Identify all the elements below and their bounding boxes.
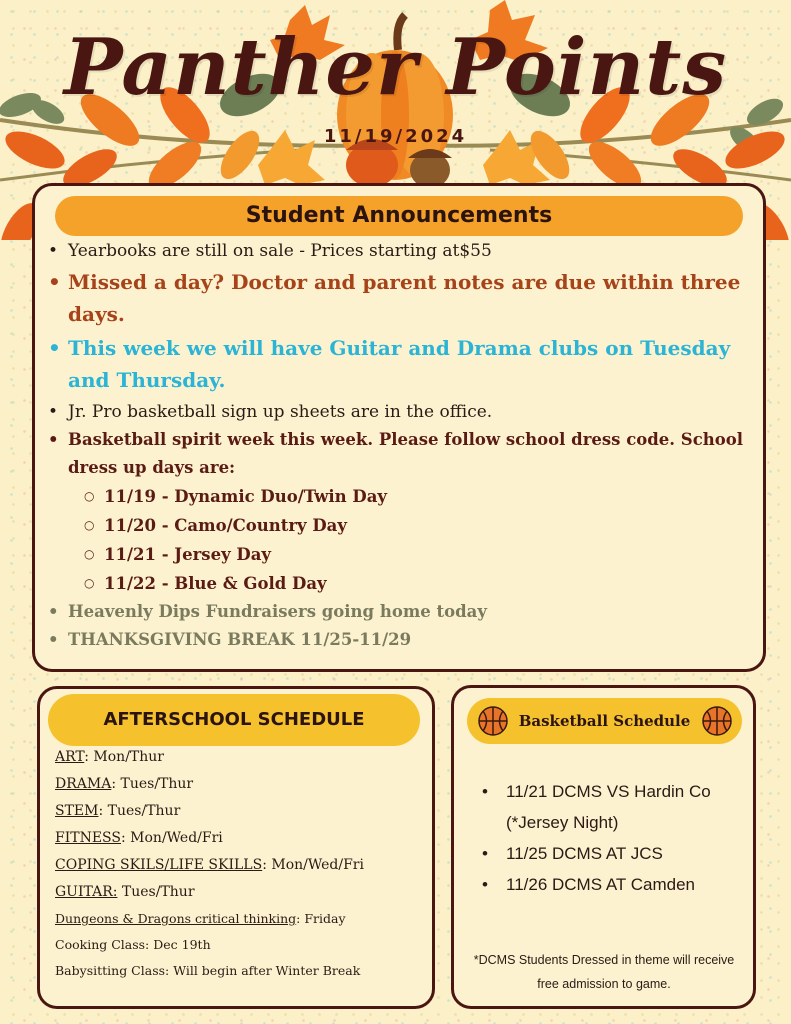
activity-name: ART	[55, 749, 85, 765]
afterschool-extra: Cooking Class: Dec 19th	[55, 937, 211, 952]
basketball-note: *DCMS Students Dressed in theme will receive free admission to game.	[473, 953, 735, 991]
activity-days: : Mon/Wed/Fri	[262, 857, 364, 873]
announcement-jr-pro: • Jr. Pro basketball sign up sheets are in the office.	[48, 398, 748, 426]
activity-days: : Tues/Thur	[111, 776, 194, 792]
dress-day-item: ○ 11/22 - Blue & Gold Day	[84, 569, 748, 598]
game-item: • 11/21 DCMS VS Hardin Co	[480, 776, 730, 807]
afterschool-item	[55, 798, 425, 825]
game-item: • 11/25 DCMS AT JCS	[480, 838, 730, 869]
announcement-clubs: • This week we will have Guitar and Drama clubs on Tuesday and Thursday.	[48, 332, 748, 396]
afterschool-item	[55, 744, 425, 771]
basketball-games-list	[480, 776, 730, 900]
afterschool-item	[55, 906, 425, 932]
dress-day-item: ○ 11/21 - Jersey Day	[84, 540, 748, 569]
game-item: • 11/26 DCMS AT Camden	[480, 869, 730, 900]
announcement-fundraiser: • Heavenly Dips Fundraisers going home today	[48, 598, 748, 626]
afterschool-heading: AFTERSCHOOL SCHEDULE	[48, 694, 420, 746]
activity-name: COPING SKILS/LIFE SKILLS	[55, 857, 263, 873]
activity-name: Dungeons & Dragons critical thinking	[55, 911, 297, 926]
basketball-icon	[702, 706, 732, 736]
newsletter-date: 11/19/2024	[323, 126, 468, 147]
page-title: Panther Points	[63, 22, 728, 113]
afterschool-item	[55, 852, 425, 879]
activity-name: GUITAR:	[55, 884, 118, 900]
announcement-yearbook: • Yearbooks are still on sale - Prices starting at$55	[48, 238, 748, 264]
activity-name: FITNESS	[55, 830, 121, 846]
activity-name: DRAMA	[55, 776, 112, 792]
activity-days: Tues/Thur	[117, 884, 195, 900]
dress-day-item: ○ 11/20 - Camo/Country Day	[84, 511, 748, 540]
basketball-icon	[478, 706, 508, 736]
dress-day-item: ○ 11/19 - Dynamic Duo/Twin Day	[84, 482, 748, 511]
dress-days-list	[84, 482, 748, 598]
activity-days: : Friday	[296, 911, 346, 926]
activity-days: : Mon/Thur	[84, 749, 164, 765]
activity-days: : Mon/Wed/Fri	[121, 830, 223, 846]
game-item-note: (*Jersey Night)	[506, 813, 619, 832]
afterschool-item	[55, 771, 425, 798]
spirit-week-text: Basketball spirit week this week. Please follow school dress code. School dress up days are:	[68, 430, 744, 477]
afterschool-list	[55, 744, 425, 984]
announcements-list	[48, 238, 748, 654]
basketball-heading: Basketball Schedule	[467, 698, 742, 744]
announcement-missed-day: • Missed a day? Doctor and parent notes are due within three days.	[48, 266, 748, 330]
afterschool-extra: Babysitting Class: Will begin after Winter Break	[55, 963, 361, 978]
afterschool-item	[55, 879, 425, 906]
activity-name: STEM	[55, 803, 99, 819]
announcement-thanksgiving: • THANKSGIVING BREAK 11/25-11/29	[48, 626, 748, 654]
afterschool-item	[55, 825, 425, 852]
announcements-heading: Student Announcements	[55, 196, 743, 236]
activity-days: : Tues/Thur	[98, 803, 181, 819]
announcement-spirit-week	[48, 426, 748, 598]
